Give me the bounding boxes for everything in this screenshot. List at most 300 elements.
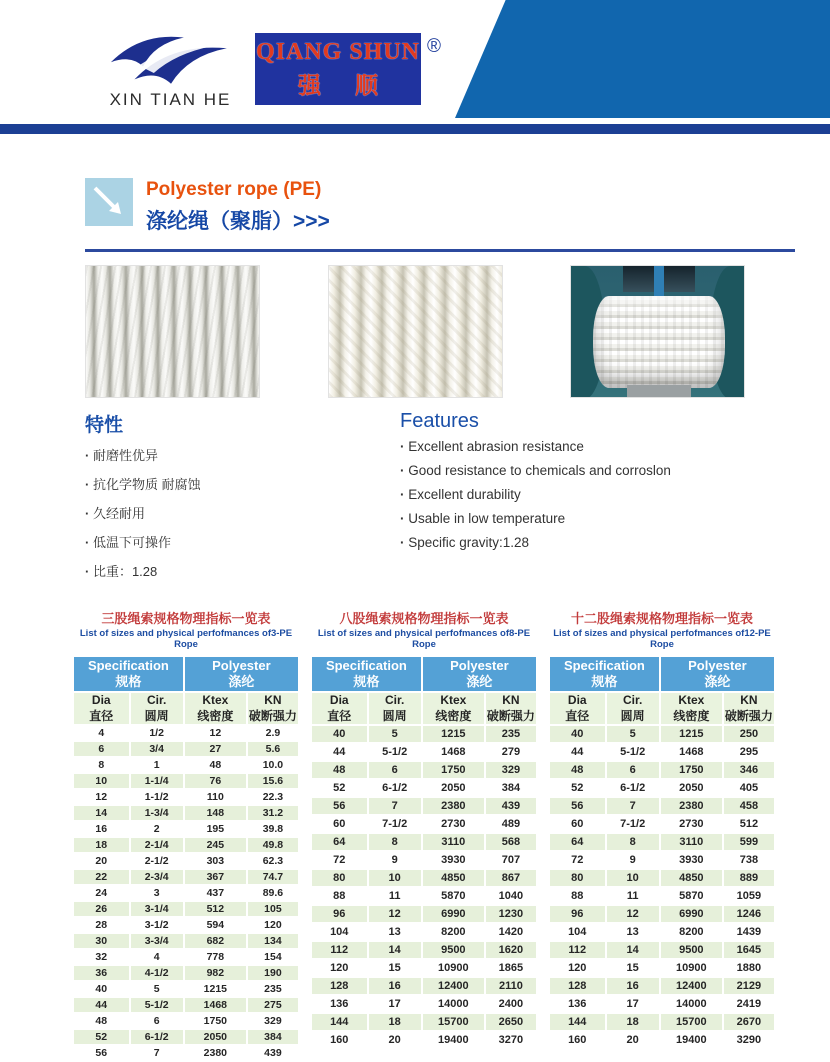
table-row bbox=[312, 1014, 536, 1030]
table-cell: 982 bbox=[185, 966, 246, 980]
table-cell: 8 bbox=[607, 834, 659, 850]
table-row bbox=[74, 790, 298, 804]
photo-rope-spool-machine bbox=[570, 265, 745, 398]
table-cell: 2380 bbox=[661, 798, 722, 814]
group-header: Polyester 涤纶 bbox=[423, 657, 536, 691]
table-cell: 1215 bbox=[423, 726, 484, 742]
features-list-cn bbox=[85, 445, 400, 580]
table-row bbox=[312, 870, 536, 886]
column-header: Dia 直径 bbox=[74, 693, 129, 724]
table-row bbox=[550, 744, 774, 760]
table-cell: 1230 bbox=[486, 906, 536, 922]
table-cell: 96 bbox=[550, 906, 605, 922]
table-cell: 9500 bbox=[661, 942, 722, 958]
group-header: Specification 规格 bbox=[74, 657, 183, 691]
table-cell: 60 bbox=[550, 816, 605, 832]
table-cell: 64 bbox=[550, 834, 605, 850]
brand-name-en: QIANG SHUN bbox=[255, 38, 421, 65]
table-cell: 64 bbox=[312, 834, 367, 850]
company-logo bbox=[98, 30, 243, 110]
group-header: Specification 规格 bbox=[312, 657, 421, 691]
table-cell: 5.6 bbox=[248, 742, 298, 756]
table-cell: 4-1/2 bbox=[131, 966, 183, 980]
table-cell: 707 bbox=[486, 852, 536, 868]
table-cell: 5 bbox=[607, 726, 659, 742]
table-row bbox=[550, 834, 774, 850]
features-en-column bbox=[400, 410, 671, 590]
table-cell: 3110 bbox=[423, 834, 484, 850]
table-title-en: List of sizes and physical perfofmances of3-PE Rope bbox=[79, 628, 293, 650]
table-row bbox=[312, 834, 536, 850]
table-cell: 20 bbox=[74, 854, 129, 868]
table-cell: 3290 bbox=[724, 1032, 774, 1048]
table-cell: 1215 bbox=[185, 982, 246, 996]
table-row bbox=[312, 924, 536, 940]
table-cell: 6-1/2 bbox=[607, 780, 659, 796]
product-title-en: Polyester rope (PE) bbox=[146, 179, 322, 200]
table-cell: 3 bbox=[131, 886, 183, 900]
table-cell: 2050 bbox=[185, 1030, 246, 1044]
table-cell: 104 bbox=[312, 924, 367, 940]
table-row bbox=[550, 870, 774, 886]
table-row bbox=[550, 996, 774, 1012]
table-title-cn: 八股绳索规格物理指标一览表 bbox=[339, 611, 509, 626]
table-cell: 76 bbox=[185, 774, 246, 788]
table-cell: 439 bbox=[248, 1046, 298, 1060]
table-row bbox=[550, 1032, 774, 1048]
table-cell: 1468 bbox=[423, 744, 484, 760]
company-name: XIN TIAN HE bbox=[109, 90, 232, 109]
feature-item: · 低温下可操作 bbox=[85, 532, 400, 551]
table-cell: 5870 bbox=[661, 888, 722, 904]
table-cell: 1645 bbox=[724, 942, 774, 958]
table-cell: 5-1/2 bbox=[131, 998, 183, 1012]
table-row bbox=[74, 966, 298, 980]
table-cell: 18 bbox=[607, 1014, 659, 1030]
table-row bbox=[74, 982, 298, 996]
table-cell: 15 bbox=[607, 960, 659, 976]
table-cell: 2670 bbox=[724, 1014, 774, 1030]
table-cell: 3-1/2 bbox=[131, 918, 183, 932]
table-cell: 96 bbox=[312, 906, 367, 922]
table-row bbox=[550, 942, 774, 958]
table-cell: 4 bbox=[131, 950, 183, 964]
table-cell: 19400 bbox=[661, 1032, 722, 1048]
group-header: Polyester 涤纶 bbox=[661, 657, 774, 691]
table-cell: 8 bbox=[74, 758, 129, 772]
feature-item: · 耐磨性优异 bbox=[85, 445, 400, 464]
table-cell: 40 bbox=[312, 726, 367, 742]
table-cell: 2730 bbox=[661, 816, 722, 832]
column-header: Ktex 线密度 bbox=[185, 693, 246, 724]
table-cell: 7 bbox=[369, 798, 421, 814]
table-cell: 1880 bbox=[724, 960, 774, 976]
table-cell: 28 bbox=[74, 918, 129, 932]
table-cell: 27 bbox=[185, 742, 246, 756]
table-cell: 7 bbox=[607, 798, 659, 814]
table-cell: 2380 bbox=[185, 1046, 246, 1060]
table-cell: 120 bbox=[312, 960, 367, 976]
table-row bbox=[74, 758, 298, 772]
table-cell: 22 bbox=[74, 870, 129, 884]
table-cell: 6-1/2 bbox=[131, 1030, 183, 1044]
table-cell: 1620 bbox=[486, 942, 536, 958]
table-row bbox=[312, 978, 536, 994]
table-cell: 8 bbox=[369, 834, 421, 850]
feature-item: · 比重：1.28 bbox=[85, 561, 400, 580]
table-cell: 74.7 bbox=[248, 870, 298, 884]
table-cell: 295 bbox=[724, 744, 774, 760]
table-cell: 6990 bbox=[423, 906, 484, 922]
table-cell: 12 bbox=[185, 726, 246, 740]
table-cell: 40 bbox=[550, 726, 605, 742]
features-cn-column bbox=[85, 410, 400, 590]
table-row bbox=[312, 726, 536, 742]
product-title-cn: 涤纶绳（聚脂）>>> bbox=[146, 210, 330, 233]
table-cell: 20 bbox=[607, 1032, 659, 1048]
table-cell: 14 bbox=[74, 806, 129, 820]
table-cell: 19400 bbox=[423, 1032, 484, 1048]
table-cell: 2 bbox=[131, 822, 183, 836]
spec-table-8pe bbox=[310, 655, 538, 1050]
table-cell: 160 bbox=[550, 1032, 605, 1048]
table-cell: 44 bbox=[74, 998, 129, 1012]
table-cell: 7-1/2 bbox=[607, 816, 659, 832]
table-cell: 17 bbox=[369, 996, 421, 1012]
table-cell: 2129 bbox=[724, 978, 774, 994]
table-cell: 4 bbox=[74, 726, 129, 740]
table-cell: 56 bbox=[550, 798, 605, 814]
table-row bbox=[312, 852, 536, 868]
table-row bbox=[74, 726, 298, 740]
table-row bbox=[550, 960, 774, 976]
feature-item: · Excellent abrasion resistance bbox=[400, 439, 671, 454]
table-cell: 2050 bbox=[661, 780, 722, 796]
table-cell: 15700 bbox=[423, 1014, 484, 1030]
table-cell: 88 bbox=[550, 888, 605, 904]
table-cell: 3930 bbox=[423, 852, 484, 868]
table-cell: 12 bbox=[74, 790, 129, 804]
spec-tables-section bbox=[72, 608, 830, 1062]
table-row bbox=[550, 798, 774, 814]
table-row bbox=[550, 906, 774, 922]
table-cell: 16 bbox=[369, 978, 421, 994]
machine-base bbox=[627, 385, 691, 397]
table-cell: 49.8 bbox=[248, 838, 298, 852]
table-cell: 136 bbox=[312, 996, 367, 1012]
table-row bbox=[74, 742, 298, 756]
table-cell: 1750 bbox=[423, 762, 484, 778]
table-cell: 1040 bbox=[486, 888, 536, 904]
table-cell: 3/4 bbox=[131, 742, 183, 756]
column-header: Cir. 圆周 bbox=[131, 693, 183, 724]
table-row bbox=[550, 1014, 774, 1030]
table-cell: 3930 bbox=[661, 852, 722, 868]
table-cell: 14 bbox=[607, 942, 659, 958]
table-row bbox=[74, 806, 298, 820]
table-cell: 867 bbox=[486, 870, 536, 886]
table-cell: 136 bbox=[550, 996, 605, 1012]
table-cell: 22.3 bbox=[248, 790, 298, 804]
table-cell: 405 bbox=[724, 780, 774, 796]
table-cell: 31.2 bbox=[248, 806, 298, 820]
feature-item: · 抗化学物质 耐腐蚀 bbox=[85, 474, 400, 493]
table-cell: 195 bbox=[185, 822, 246, 836]
table-cell: 4850 bbox=[661, 870, 722, 886]
table-cell: 10900 bbox=[661, 960, 722, 976]
table-row bbox=[312, 744, 536, 760]
table-row bbox=[312, 996, 536, 1012]
features-section bbox=[85, 410, 830, 590]
table-cell: 235 bbox=[248, 982, 298, 996]
product-photos bbox=[85, 265, 745, 398]
table-cell: 120 bbox=[248, 918, 298, 932]
table-cell: 384 bbox=[486, 780, 536, 796]
table-cell: 190 bbox=[248, 966, 298, 980]
table-cell: 18 bbox=[369, 1014, 421, 1030]
table-cell: 2-1/4 bbox=[131, 838, 183, 852]
table-cell: 60 bbox=[312, 816, 367, 832]
table-row bbox=[74, 918, 298, 932]
table-cell: 275 bbox=[248, 998, 298, 1012]
table-cell: 1865 bbox=[486, 960, 536, 976]
table-row bbox=[74, 822, 298, 836]
table-cell: 439 bbox=[486, 798, 536, 814]
table-cell: 144 bbox=[312, 1014, 367, 1030]
table-row bbox=[74, 838, 298, 852]
group-header: Specification 规格 bbox=[550, 657, 659, 691]
table-cell: 6 bbox=[131, 1014, 183, 1028]
column-header: Dia 直径 bbox=[312, 693, 367, 724]
table-cell: 5 bbox=[369, 726, 421, 742]
table-cell: 1/2 bbox=[131, 726, 183, 740]
photo-8-strand-rope bbox=[328, 265, 503, 398]
table-cell: 599 bbox=[724, 834, 774, 850]
column-header: KN 破断强力 bbox=[248, 693, 297, 723]
table-block-8pe bbox=[310, 608, 538, 1062]
table-row bbox=[74, 1014, 298, 1028]
table-row bbox=[550, 780, 774, 796]
table-cell: 489 bbox=[486, 816, 536, 832]
feature-item: · Good resistance to chemicals and corroslon bbox=[400, 463, 671, 478]
table-cell: 778 bbox=[185, 950, 246, 964]
table-cell: 6 bbox=[607, 762, 659, 778]
table-row bbox=[74, 1030, 298, 1044]
table-row bbox=[312, 960, 536, 976]
table-row bbox=[312, 780, 536, 796]
table-cell: 2730 bbox=[423, 816, 484, 832]
table-cell: 56 bbox=[312, 798, 367, 814]
table-cell: 134 bbox=[248, 934, 298, 948]
feature-item: · 久经耐用 bbox=[85, 503, 400, 522]
table-cell: 89.6 bbox=[248, 886, 298, 900]
table-cell: 6990 bbox=[661, 906, 722, 922]
table-cell: 12 bbox=[607, 906, 659, 922]
table-cell: 105 bbox=[248, 902, 298, 916]
table-cell: 44 bbox=[550, 744, 605, 760]
table-cell: 2-3/4 bbox=[131, 870, 183, 884]
table-cell: 2110 bbox=[486, 978, 536, 994]
table-cell: 1439 bbox=[724, 924, 774, 940]
table-cell: 48 bbox=[185, 758, 246, 772]
table-row bbox=[550, 726, 774, 742]
table-cell: 13 bbox=[607, 924, 659, 940]
column-header: Dia 直径 bbox=[550, 693, 605, 724]
table-cell: 36 bbox=[74, 966, 129, 980]
table-cell: 2380 bbox=[423, 798, 484, 814]
table-block-12pe bbox=[548, 608, 776, 1062]
table-cell: 52 bbox=[74, 1030, 129, 1044]
table-row bbox=[312, 762, 536, 778]
table-cell: 2650 bbox=[486, 1014, 536, 1030]
column-header: Cir. 圆周 bbox=[369, 693, 421, 724]
table-cell: 6-1/2 bbox=[369, 780, 421, 796]
table-cell: 346 bbox=[724, 762, 774, 778]
table-cell: 245 bbox=[185, 838, 246, 852]
features-list-en bbox=[400, 439, 671, 550]
table-row bbox=[312, 906, 536, 922]
table-cell: 3110 bbox=[661, 834, 722, 850]
table-cell: 48 bbox=[312, 762, 367, 778]
table-cell: 5-1/2 bbox=[607, 744, 659, 760]
table-cell: 80 bbox=[312, 870, 367, 886]
registered-trademark-icon: ® bbox=[427, 36, 441, 57]
table-cell: 9 bbox=[369, 852, 421, 868]
table-title-cn: 十二股绳索规格物理指标一览表 bbox=[570, 611, 753, 626]
diagonal-arrow-icon bbox=[85, 178, 133, 226]
product-title-texts bbox=[146, 178, 330, 235]
table-cell: 1215 bbox=[661, 726, 722, 742]
table-cell: 72 bbox=[312, 852, 367, 868]
table-row bbox=[550, 888, 774, 904]
table-cell: 9 bbox=[607, 852, 659, 868]
column-header: KN 破断强力 bbox=[486, 693, 535, 723]
table-cell: 7 bbox=[131, 1046, 183, 1060]
table-title-en: List of sizes and physical perfofmances of8-PE Rope bbox=[317, 628, 531, 650]
table-cell: 384 bbox=[248, 1030, 298, 1044]
table-cell: 12400 bbox=[423, 978, 484, 994]
table-cell: 458 bbox=[724, 798, 774, 814]
table-cell: 3-3/4 bbox=[131, 934, 183, 948]
swoosh-logo-icon bbox=[98, 30, 243, 88]
column-header: Ktex 线密度 bbox=[661, 693, 722, 724]
table-cell: 13 bbox=[369, 924, 421, 940]
table-title-en: List of sizes and physical perfofmances of12-PE Rope bbox=[553, 628, 771, 650]
table-cell: 48 bbox=[550, 762, 605, 778]
brand-badge bbox=[255, 33, 421, 105]
column-header: Cir. 圆周 bbox=[607, 693, 659, 724]
table-row bbox=[550, 762, 774, 778]
table-cell: 56 bbox=[74, 1046, 129, 1060]
table-cell: 2400 bbox=[486, 996, 536, 1012]
table-cell: 148 bbox=[185, 806, 246, 820]
table-cell: 4850 bbox=[423, 870, 484, 886]
column-header: Ktex 线密度 bbox=[423, 693, 484, 724]
table-cell: 738 bbox=[724, 852, 774, 868]
table-cell: 568 bbox=[486, 834, 536, 850]
table-cell: 11 bbox=[369, 888, 421, 904]
table-cell: 10900 bbox=[423, 960, 484, 976]
table-row bbox=[74, 870, 298, 884]
table-cell: 40 bbox=[74, 982, 129, 996]
table-cell: 15700 bbox=[661, 1014, 722, 1030]
table-cell: 20 bbox=[369, 1032, 421, 1048]
table-row bbox=[74, 1046, 298, 1060]
table-cell: 1750 bbox=[185, 1014, 246, 1028]
table-cell: 1-1/4 bbox=[131, 774, 183, 788]
table-row bbox=[312, 942, 536, 958]
table-row bbox=[74, 854, 298, 868]
spec-table-12pe bbox=[548, 655, 776, 1050]
table-cell: 1750 bbox=[661, 762, 722, 778]
table-cell: 16 bbox=[607, 978, 659, 994]
table-cell: 512 bbox=[724, 816, 774, 832]
table-cell: 279 bbox=[486, 744, 536, 760]
table-cell: 80 bbox=[550, 870, 605, 886]
table-cell: 48 bbox=[74, 1014, 129, 1028]
table-cell: 1468 bbox=[185, 998, 246, 1012]
table-cell: 12400 bbox=[661, 978, 722, 994]
table-cell: 8200 bbox=[423, 924, 484, 940]
table-row bbox=[74, 774, 298, 788]
table-cell: 11 bbox=[607, 888, 659, 904]
table-cell: 235 bbox=[486, 726, 536, 742]
table-cell: 15 bbox=[369, 960, 421, 976]
table-cell: 437 bbox=[185, 886, 246, 900]
table-cell: 7-1/2 bbox=[369, 816, 421, 832]
table-row bbox=[550, 816, 774, 832]
table-row bbox=[74, 902, 298, 916]
table-cell: 14 bbox=[369, 942, 421, 958]
header-diagonal-decoration bbox=[455, 0, 830, 118]
feature-item: · Excellent durability bbox=[400, 487, 671, 502]
table-cell: 2.9 bbox=[248, 726, 298, 740]
table-cell: 112 bbox=[312, 942, 367, 958]
table-cell: 52 bbox=[312, 780, 367, 796]
table-cell: 250 bbox=[724, 726, 774, 742]
table-row bbox=[74, 950, 298, 964]
column-header: KN 破断强力 bbox=[724, 693, 773, 723]
table-cell: 1-3/4 bbox=[131, 806, 183, 820]
table-cell: 2-1/2 bbox=[131, 854, 183, 868]
table-cell: 10.0 bbox=[248, 758, 298, 772]
table-cell: 303 bbox=[185, 854, 246, 868]
table-cell: 10 bbox=[369, 870, 421, 886]
table-cell: 1468 bbox=[661, 744, 722, 760]
table-title-cn: 三股绳索规格物理指标一览表 bbox=[101, 611, 271, 626]
table-row bbox=[550, 852, 774, 868]
table-cell: 1059 bbox=[724, 888, 774, 904]
table-cell: 110 bbox=[185, 790, 246, 804]
table-cell: 15.6 bbox=[248, 774, 298, 788]
table-cell: 144 bbox=[550, 1014, 605, 1030]
table-cell: 6 bbox=[369, 762, 421, 778]
table-cell: 367 bbox=[185, 870, 246, 884]
table-cell: 39.8 bbox=[248, 822, 298, 836]
table-cell: 889 bbox=[724, 870, 774, 886]
table-cell: 1246 bbox=[724, 906, 774, 922]
table-cell: 2419 bbox=[724, 996, 774, 1012]
table-cell: 5-1/2 bbox=[369, 744, 421, 760]
table-row bbox=[312, 1032, 536, 1048]
table-block-3pe bbox=[72, 608, 300, 1062]
table-cell: 9500 bbox=[423, 942, 484, 958]
group-header: Polyester 涤纶 bbox=[185, 657, 298, 691]
brand-name-cn: 强顺 bbox=[298, 71, 412, 98]
table-cell: 44 bbox=[312, 744, 367, 760]
table-row bbox=[312, 888, 536, 904]
table-row bbox=[312, 816, 536, 832]
